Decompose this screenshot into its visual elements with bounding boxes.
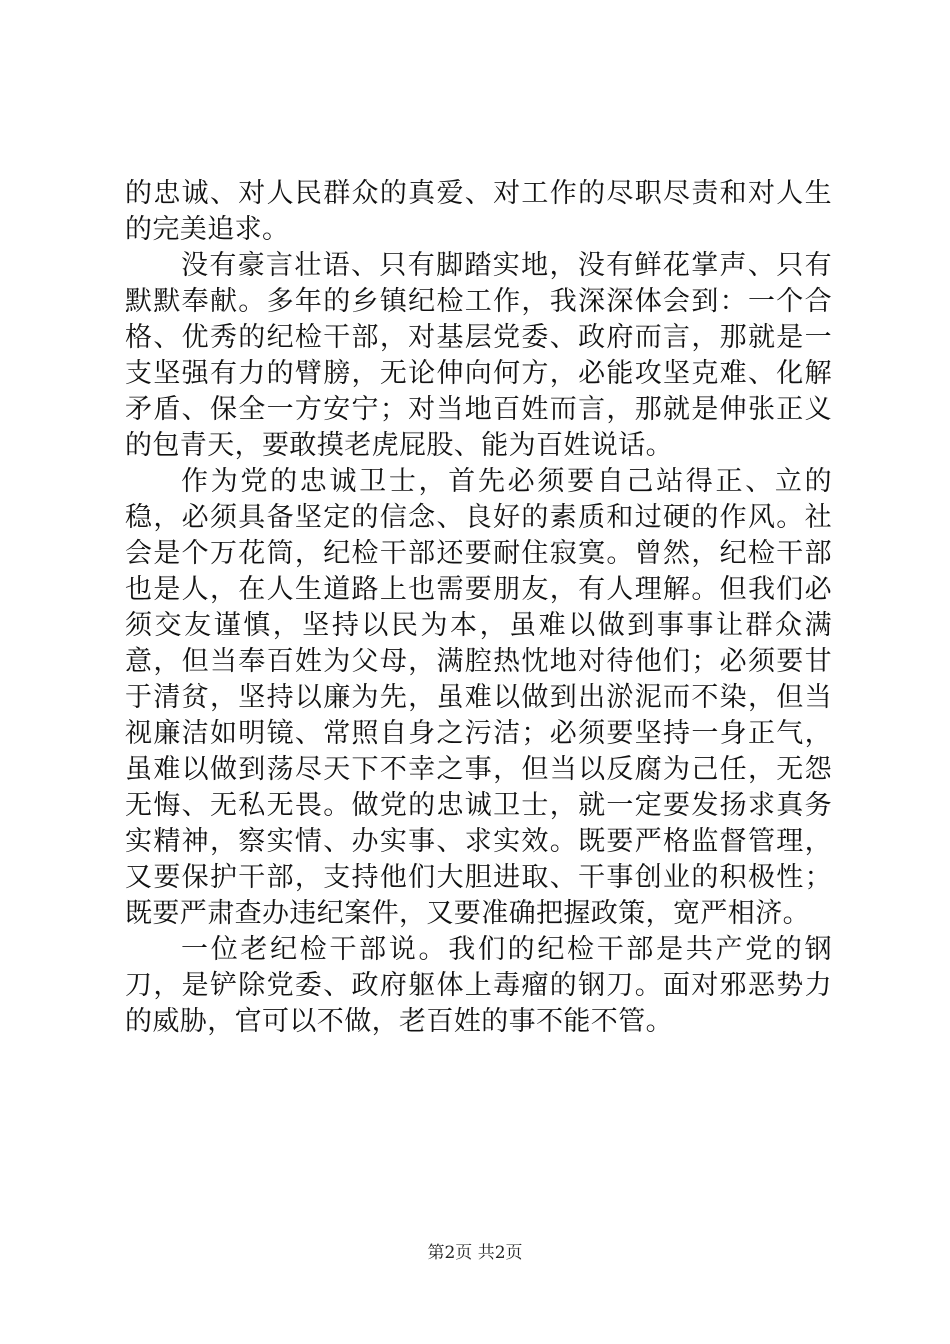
paragraph-2: 没有豪言壮语、只有脚踏实地，没有鲜花掌声、只有默默奉献。多年的乡镇纪检工作，我深深体会到：一个合格、优秀的纪检干部，对基层党委、政府而言，那就是一支坚强有力的臂膀，无论伸向何方，必能攻坚克难、化解矛盾、保全一方安宁；对当地百姓而言，那就是伸张正义的包青天，要敢摸老虎屁股、能为百姓说话。 bbox=[125, 250, 832, 461]
paragraph-4: 一位老纪检干部说。我们的纪检干部是共产党的钢刀，是铲除党委、政府躯体上毒瘤的钢刀。面对邪恶势力的威胁，官可以不做，老百姓的事不能不管。 bbox=[125, 934, 832, 1037]
paragraph-3: 作为党的忠诚卫士，首先必须要自己站得正、立的稳，必须具备坚定的信念、良好的素质和过硬的作风。社会是个万花筒，纪检干部还要耐住寂寞。曾然，纪检干部也是人，在人生道路上也需要朋友，有人理解。但我们必须交友谨慎，坚持以民为本，虽难以做到事事让群众满意，但当奉百姓为父母，满腔热忱地对待他们；必须要甘于清贫，坚持以廉为先，虽难以做到出淤泥而不染，但当视廉洁如明镜、常照自身之污洁；必须要坚持一身正气，虽难以做到荡尽天下不幸之事，但当以反腐为己任，无怨无悔、无私无畏。做党的忠诚卫士，就一定要发扬求真务实精神，察实情、办实事、求实效。既要严格监督管理，又要保护干部，支持他们大胆进取、干事创业的积极性；既要严肃查办违纪案件，又要准确把握政策，宽严相济。 bbox=[125, 466, 832, 929]
document-body bbox=[125, 176, 832, 1040]
page-number-footer: 第2页 共2页 bbox=[427, 1243, 523, 1263]
paragraph-1: 的忠诚、对人民群众的真爱、对工作的尽职尽责和对人生的完美追求。 bbox=[125, 178, 832, 245]
